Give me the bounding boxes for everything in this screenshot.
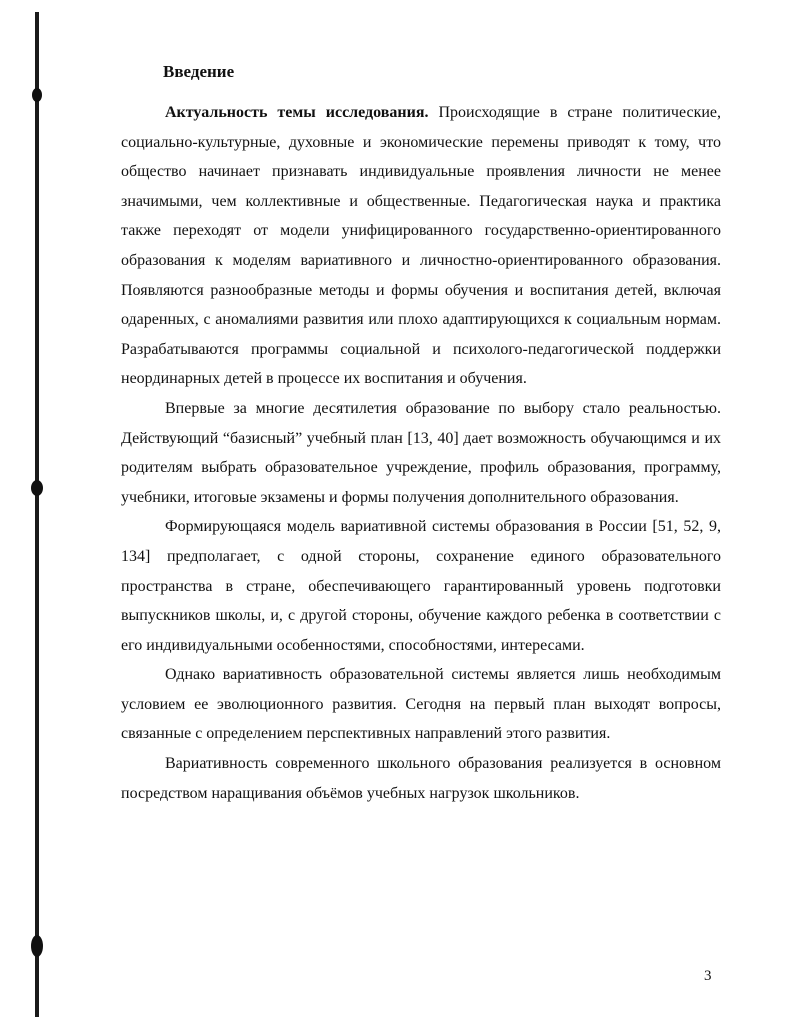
document-page [121,58,721,808]
paragraph-5: Вариативность современного школьного образования реализуется в основном посредством наращивания объёмов учебных нагрузок школьников. [121,755,721,802]
paragraph-text: Происходящие в стране политические, социально-культурные, духовные и экономические перемены приводят к тому, что общество начинает признавать индивидуальные проявления личности не менее значимыми, чем коллективные и общественные. Педагогическая наука и практика также переходят от модели унифицированного государственно-ориентированного образования к моделям вариативного и личностно-ориентированного образования. Появляются разнообразные методы и формы обучения и воспитания детей, включая одаренных, с аномалиями развития или плохо адаптирующихся к социальным нормам. Разрабатываются программы социальной и психолого-педагогической поддержки неординарных детей в процессе их воспитания и обучения. [121,104,722,388]
binding-mark [32,88,42,102]
paragraph-1 [121,98,721,394]
binding-mark [31,480,43,496]
paragraph-lead: Актуальность темы исследования. [165,104,429,121]
page-number: 3 [704,968,712,984]
section-heading: Введение [163,62,235,81]
paragraph-2: Впервые за многие десятилетия образование по выбору стало реальностью. Действующий “базисный” учебный план [13, 40] дает возможность обучающимся и их родителям выбрать образовательное учреждение, профиль образования, программу, учебники, итоговые экзамены и формы получения дополнительного образования. [121,399,721,506]
paragraph-3: Формирующаяся модель вариативной системы образования в России [51, 52, 9, 134] предполагает, с одной стороны, сохранение единого образовательного пространства в стране, обеспечивающего гарантированный уровень подготовки выпускников школы, и, с другой стороны, обучение каждого ребенка в соответствии с его индивидуальными особенностями, способностями, интересами. [121,518,721,654]
binding-edge [35,12,39,1017]
paragraph-4: Однако вариативность образовательной системы является лишь необходимым условием ее эволюционного развития. Сегодня на первый план выходят вопросы, связанные с определением перспективных направлений этого развития. [121,666,721,743]
binding-mark [31,935,43,957]
